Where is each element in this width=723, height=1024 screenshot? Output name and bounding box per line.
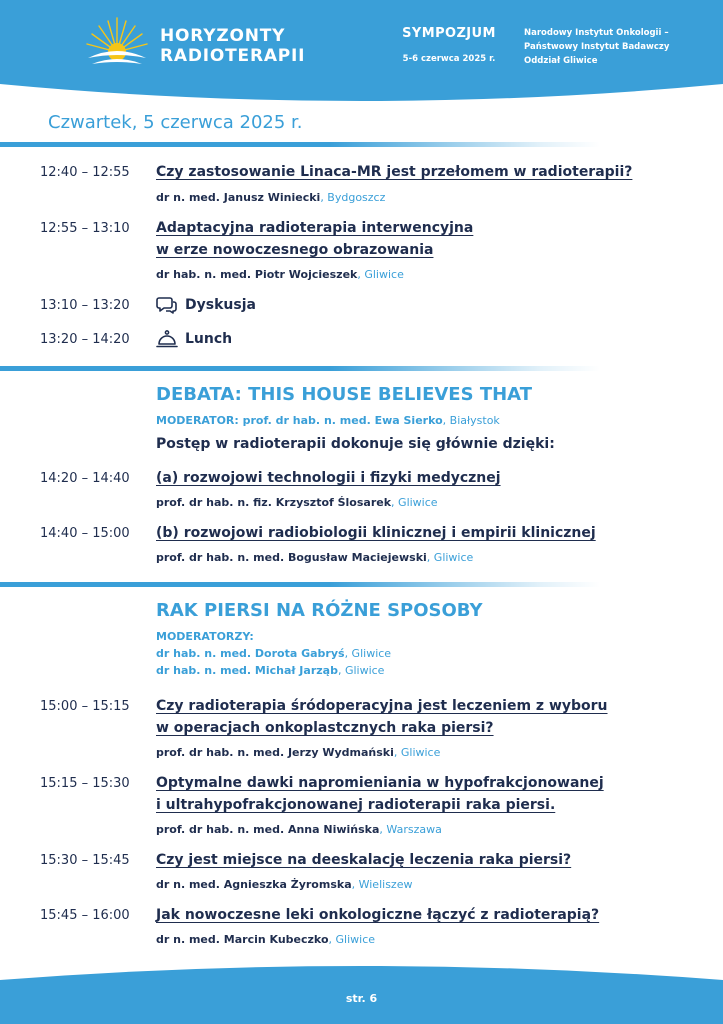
time-slot: 13:20 – 14:20 bbox=[40, 332, 130, 347]
section-title: DEBATA: THIS HOUSE BELIEVES THAT bbox=[156, 384, 532, 405]
speaker bbox=[156, 268, 404, 281]
speaker bbox=[156, 746, 440, 759]
time-slot: 15:30 – 15:45 bbox=[40, 853, 130, 868]
section-title: RAK PIERSI NA RÓŻNE SPOSOBY bbox=[156, 600, 483, 621]
talk-title[interactable]: Czy zastosowanie Linaca-MR jest przełomem w radioterapii? bbox=[156, 164, 633, 180]
talk-title[interactable]: Czy jest miejsce na deeskalację leczenia raka piersi? bbox=[156, 852, 572, 868]
speaker-name: dr n. med. Agnieszka Żyromska bbox=[156, 878, 352, 891]
moderator bbox=[156, 414, 500, 427]
time-slot: 12:55 – 13:10 bbox=[40, 221, 130, 236]
moderator-name: dr hab. n. med. Dorota Gabryś bbox=[156, 647, 345, 660]
speaker bbox=[156, 551, 473, 564]
discussion-label: Dyskusja bbox=[185, 297, 256, 313]
section-divider bbox=[0, 582, 600, 587]
logo-wordmark bbox=[160, 26, 305, 66]
logo-line-2: RADIOTERAPII bbox=[160, 46, 306, 66]
speaker bbox=[156, 191, 385, 204]
talk-title[interactable]: Optymalne dawki napromieniania w hypofrakcjonowanej bbox=[156, 775, 604, 791]
institution-name bbox=[524, 26, 669, 68]
moderator-city: , Gliwice bbox=[337, 664, 385, 677]
chat-icon bbox=[156, 295, 178, 315]
speaker bbox=[156, 496, 438, 509]
moderators-label: MODERATORZY: bbox=[156, 630, 254, 643]
speaker-name: dr n. med. Janusz Winiecki bbox=[156, 191, 321, 204]
institution-line-1: Narodowy Instytut Onkologii – bbox=[524, 28, 669, 38]
talk-title[interactable]: (b) rozwojowi radiobiologii klinicznej i empirii klinicznej bbox=[156, 525, 596, 541]
speaker-city: , Bydgoszcz bbox=[320, 191, 386, 204]
talk-title-continued[interactable]: i ultrahypofrakcjonowanej radioterapii raka piersi. bbox=[156, 797, 556, 813]
moderator bbox=[156, 664, 384, 677]
time-slot: 13:10 – 13:20 bbox=[40, 298, 130, 313]
cloche-icon bbox=[156, 329, 178, 349]
moderator-city: , Gliwice bbox=[344, 647, 392, 660]
section-divider bbox=[0, 366, 600, 371]
page-header bbox=[0, 0, 723, 110]
time-slot: 12:40 – 12:55 bbox=[40, 165, 130, 180]
logo-line-1: HORYZONTY bbox=[160, 26, 286, 46]
speaker-city: , Gliwice bbox=[393, 746, 441, 759]
speaker-name: dr hab. n. med. Piotr Wojcieszek bbox=[156, 268, 358, 281]
time-slot: 15:00 – 15:15 bbox=[40, 699, 130, 714]
speaker-name: prof. dr hab. n. med. Anna Niwińska bbox=[156, 823, 380, 836]
talk-title[interactable]: Jak nowoczesne leki onkologiczne łączyć z radioterapią? bbox=[156, 907, 600, 923]
speaker-name: prof. dr hab. n. fiz. Krzysztof Ślosarek bbox=[156, 496, 392, 509]
institution-line-3: Oddział Gliwice bbox=[524, 56, 598, 66]
section-divider bbox=[0, 142, 600, 147]
speaker-city: , Gliwice bbox=[357, 268, 404, 281]
time-slot: 14:40 – 15:00 bbox=[40, 526, 130, 541]
time-slot: 15:15 – 15:30 bbox=[40, 776, 130, 791]
institution-line-2: Państwowy Instytut Badawczy bbox=[524, 42, 670, 52]
symposium-date: 5-6 czerwca 2025 r. bbox=[402, 54, 496, 64]
speaker-name: prof. dr hab. n. med. Jerzy Wydmański bbox=[156, 746, 394, 759]
moderator bbox=[156, 647, 391, 660]
moderator-name: dr hab. n. med. Michał Jarząb bbox=[156, 664, 338, 677]
speaker bbox=[156, 933, 375, 946]
time-slot: 14:20 – 14:40 bbox=[40, 471, 130, 486]
talk-title-continued[interactable]: w operacjach onkoplastcznych raka piersi? bbox=[156, 720, 494, 736]
day-title: Czwartek, 5 czerwca 2025 r. bbox=[48, 112, 303, 133]
talk-title[interactable]: Adaptacyjna radioterapia interwencyjna bbox=[156, 220, 474, 236]
talk-title-continued[interactable]: w erze nowoczesnego obrazowania bbox=[156, 242, 434, 258]
speaker-name: dr n. med. Marcin Kubeczko bbox=[156, 933, 329, 946]
speaker-city: , Gliwice bbox=[426, 551, 474, 564]
lunch-break bbox=[156, 329, 232, 349]
speaker-city: , Warszawa bbox=[379, 823, 442, 836]
moderator-name: MODERATOR: prof. dr hab. n. med. Ewa Sierko bbox=[156, 414, 443, 427]
sun-logo-icon bbox=[84, 14, 150, 70]
speaker-city: , Gliwice bbox=[328, 933, 376, 946]
page-number: str. 6 bbox=[345, 992, 378, 1005]
speaker-city: , Wieliszew bbox=[351, 878, 413, 891]
moderator-city: , Białystok bbox=[442, 414, 500, 427]
talk-title[interactable]: Czy radioterapia śródoperacyjna jest leczeniem z wyboru bbox=[156, 698, 608, 714]
debate-intro: Postęp w radioterapii dokonuje się głównie dzięki: bbox=[156, 436, 555, 452]
symposium-title: SYMPOZJUM bbox=[402, 26, 496, 41]
lunch-label: Lunch bbox=[185, 331, 233, 347]
speaker bbox=[156, 823, 442, 836]
time-slot: 15:45 – 16:00 bbox=[40, 908, 130, 923]
discussion-break bbox=[156, 295, 256, 315]
speaker-city: , Gliwice bbox=[391, 496, 438, 509]
speaker bbox=[156, 878, 412, 891]
speaker-name: prof. dr hab. n. med. Bogusław Maciejewski bbox=[156, 551, 427, 564]
talk-title[interactable]: (a) rozwojowi technologii i fizyki medycznej bbox=[156, 470, 501, 486]
